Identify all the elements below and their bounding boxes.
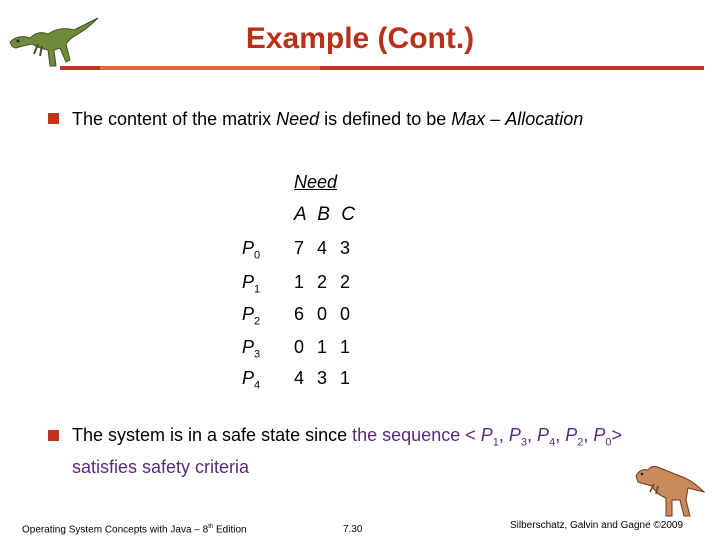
process-label: $P_3$ [242, 337, 261, 361]
table-row [242, 304, 354, 328]
table-row [242, 337, 354, 361]
title-underline-highlight [100, 66, 320, 70]
dinosaur-icon [630, 450, 710, 520]
text-allocation: Allocation [505, 109, 584, 129]
process-label: $P_0$ [242, 238, 261, 262]
process-label: $P_1$ [242, 272, 261, 296]
text: The content of the matrix [72, 109, 277, 129]
table-row [242, 238, 354, 262]
need-header: Need [294, 172, 338, 192]
row-values: 4 3 1 [294, 368, 355, 388]
bullet-marker [48, 430, 59, 441]
text: is defined to be [319, 109, 452, 129]
bullet-text-2 [72, 423, 712, 479]
footer-right: Silberschatz, Galvin and Gagne ©2009 [510, 520, 684, 531]
process-label: $P_2$ [242, 304, 261, 328]
text-need: Need [276, 109, 320, 129]
sequence-text: the sequence < $P_1$, $P_3$, $P_4$, $P_2$, $P_0>$ satisfies safety criteria [72, 425, 623, 477]
text: – [485, 109, 506, 129]
column-headers: A B C [294, 204, 358, 225]
row-values: 6 0 0 [294, 304, 355, 324]
text: The system is in a safe state since [72, 425, 353, 445]
text-max: Max [451, 109, 486, 129]
bullet-marker [48, 113, 59, 124]
row-values: 0 1 1 [294, 337, 355, 357]
bullet-text-1 [72, 107, 583, 131]
footer-page-number: 7.30 [343, 524, 363, 535]
footer-left: Operating System Concepts with Java – 8th Edition [22, 524, 247, 536]
slide-title: Example (Cont.) [245, 22, 475, 55]
row-values: 1 2 2 [294, 272, 355, 292]
row-values: 7 4 3 [294, 238, 355, 258]
table-row [242, 272, 354, 296]
process-label: $P_4$ [242, 368, 261, 392]
table-row [242, 368, 354, 392]
